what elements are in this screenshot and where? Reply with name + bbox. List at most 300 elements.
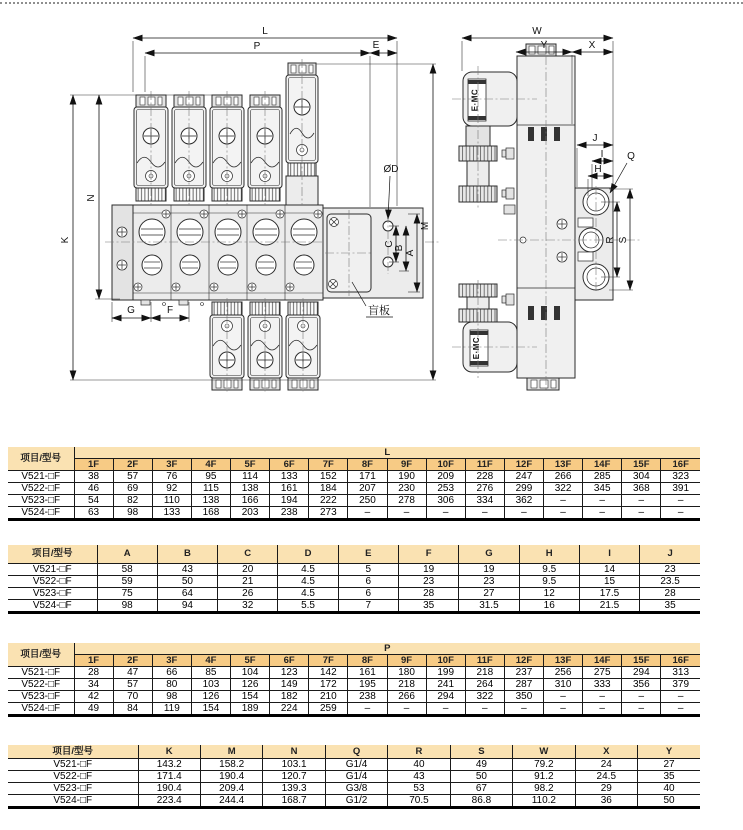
value-cell: 276 (465, 483, 504, 495)
value-cell: 195 (348, 679, 387, 691)
value-cell: 161 (270, 483, 309, 495)
model-cell: V521-□F (8, 471, 74, 483)
value-cell: 138 (191, 495, 230, 507)
value-cell: 139.3 (263, 783, 325, 795)
column-header: J (640, 545, 700, 564)
value-cell: 5 (338, 564, 398, 576)
value-cell: 199 (426, 667, 465, 679)
value-cell: 21.5 (579, 600, 639, 613)
table-row (8, 576, 700, 588)
dim-label-e: E (372, 40, 380, 51)
row-header: 项目/型号 (8, 643, 74, 667)
value-cell: 244.4 (200, 795, 262, 808)
value-cell: 190 (387, 471, 426, 483)
dim-label-p: P (253, 41, 261, 52)
value-cell: – (348, 507, 387, 520)
value-cell: 171.4 (138, 771, 200, 783)
column-header: 8F (348, 655, 387, 667)
column-header: N (263, 745, 325, 759)
model-cell: V521-□F (8, 667, 74, 679)
value-cell: 266 (544, 471, 583, 483)
column-header: 8F (348, 459, 387, 471)
column-header: 3F (152, 459, 191, 471)
dimension-table-p (8, 643, 700, 717)
value-cell: 23 (398, 576, 458, 588)
valve-unit (134, 91, 168, 205)
column-header: 5F (231, 459, 270, 471)
column-header: 14F (583, 655, 622, 667)
column-header: 3F (152, 655, 191, 667)
dim-label-h: H (594, 164, 602, 175)
dim-label-c: C (384, 240, 395, 248)
value-cell: 15 (579, 576, 639, 588)
dim-label-s: S (618, 236, 629, 244)
value-cell: 203 (231, 507, 270, 520)
value-cell: – (544, 691, 583, 703)
value-cell: – (661, 495, 700, 507)
value-cell: 218 (387, 679, 426, 691)
value-cell: 54 (74, 495, 113, 507)
value-cell: – (661, 703, 700, 716)
value-cell: – (465, 703, 504, 716)
valve-unit (248, 91, 282, 205)
value-cell: 98 (113, 507, 152, 520)
table-row (8, 600, 700, 613)
column-header: 1F (74, 459, 113, 471)
value-cell: 49 (74, 703, 113, 716)
value-cell: 310 (544, 679, 583, 691)
value-cell: 126 (231, 679, 270, 691)
valve-unit-tall (286, 59, 318, 205)
value-cell: 207 (348, 483, 387, 495)
valve-unit (210, 298, 244, 394)
value-cell: 47 (113, 667, 152, 679)
value-cell: 142 (309, 667, 348, 679)
value-cell: 4.5 (278, 576, 338, 588)
value-cell: 27 (459, 588, 519, 600)
table-row (8, 471, 700, 483)
value-cell: 323 (661, 471, 700, 483)
value-cell: 34 (74, 679, 113, 691)
value-cell: 313 (661, 667, 700, 679)
valve-unit (286, 298, 320, 394)
value-cell: 84 (113, 703, 152, 716)
value-cell: 110.2 (513, 795, 575, 808)
value-cell: 82 (113, 495, 152, 507)
value-cell: 35 (398, 600, 458, 613)
value-cell: 210 (309, 691, 348, 703)
value-cell: 168.7 (263, 795, 325, 808)
model-cell: V524-□F (8, 600, 97, 613)
value-cell: 23 (640, 564, 700, 576)
value-cell: 256 (544, 667, 583, 679)
value-cell: 50 (450, 771, 512, 783)
model-cell: V522-□F (8, 679, 74, 691)
value-cell: 149 (270, 679, 309, 691)
value-cell: 6 (338, 588, 398, 600)
value-cell: 180 (387, 667, 426, 679)
value-cell: 287 (504, 679, 543, 691)
dimension-table-k-y (8, 745, 700, 809)
value-cell: – (426, 703, 465, 716)
dim-label-diameter-d: ØD (383, 164, 399, 175)
value-cell: 75 (97, 588, 157, 600)
column-header: H (519, 545, 579, 564)
value-cell: – (622, 703, 661, 716)
column-header: 13F (544, 655, 583, 667)
table-row (8, 495, 700, 507)
value-cell: 9.5 (519, 576, 579, 588)
dim-label-w: W (532, 26, 542, 37)
value-cell: 23 (459, 576, 519, 588)
value-cell: 172 (309, 679, 348, 691)
value-cell: 6 (338, 576, 398, 588)
value-cell: 294 (622, 667, 661, 679)
column-header: 11F (465, 459, 504, 471)
value-cell: 322 (544, 483, 583, 495)
value-cell: – (504, 703, 543, 716)
value-cell: 32 (218, 600, 278, 613)
value-cell: 266 (387, 691, 426, 703)
value-cell: 69 (113, 483, 152, 495)
valve-unit (210, 91, 244, 205)
value-cell: 94 (157, 600, 217, 613)
value-cell: – (583, 691, 622, 703)
value-cell: 278 (387, 495, 426, 507)
value-cell: 53 (388, 783, 450, 795)
value-cell: – (661, 691, 700, 703)
model-cell: V522-□F (8, 771, 138, 783)
value-cell: 57 (113, 679, 152, 691)
value-cell: 119 (152, 703, 191, 716)
column-header: M (200, 745, 262, 759)
model-cell: V522-□F (8, 483, 74, 495)
value-cell: 154 (231, 691, 270, 703)
valve-units-top (134, 91, 282, 205)
value-cell: 189 (231, 703, 270, 716)
dim-label-m: M (420, 221, 431, 231)
value-cell: 57 (113, 471, 152, 483)
value-cell: 46 (74, 483, 113, 495)
value-cell: 171 (348, 471, 387, 483)
row-header: 项目/型号 (8, 745, 138, 759)
dim-label-a: A (405, 249, 416, 257)
brand-logo: E·MC (470, 88, 480, 112)
dim-label-q: Q (627, 151, 635, 162)
value-cell: 24 (575, 759, 637, 771)
value-cell: G1/4 (325, 771, 387, 783)
value-cell: 133 (270, 471, 309, 483)
table-row (8, 703, 700, 716)
value-cell: 154 (191, 703, 230, 716)
value-cell: 42 (74, 691, 113, 703)
column-header: 6F (270, 655, 309, 667)
value-cell: – (544, 507, 583, 520)
value-cell: 391 (661, 483, 700, 495)
dim-label-l: L (262, 26, 268, 37)
value-cell: 114 (231, 471, 270, 483)
model-cell: V523-□F (8, 783, 138, 795)
value-cell: 224 (270, 703, 309, 716)
value-cell: 222 (309, 495, 348, 507)
column-header: 7F (309, 655, 348, 667)
value-cell: 19 (398, 564, 458, 576)
table-row (8, 507, 700, 520)
dim-label-i: I (600, 149, 604, 160)
value-cell: 209 (426, 471, 465, 483)
column-header: 15F (622, 655, 661, 667)
column-header: 6F (270, 459, 309, 471)
column-header: I (579, 545, 639, 564)
value-cell: 79.2 (513, 759, 575, 771)
value-cell: 98 (152, 691, 191, 703)
value-cell: 5.5 (278, 600, 338, 613)
value-cell: 209.4 (200, 783, 262, 795)
value-cell: 59 (97, 576, 157, 588)
value-cell: 264 (465, 679, 504, 691)
value-cell: 50 (157, 576, 217, 588)
value-cell: 275 (583, 667, 622, 679)
value-cell: 85 (191, 667, 230, 679)
blind-plate-label: 盲板 (368, 305, 390, 317)
value-cell: 28 (74, 667, 113, 679)
value-cell: – (583, 507, 622, 520)
valve-unit (248, 298, 282, 394)
value-cell: 253 (426, 483, 465, 495)
column-header: F (398, 545, 458, 564)
value-cell: 152 (309, 471, 348, 483)
value-cell: 362 (504, 495, 543, 507)
table-row (8, 771, 700, 783)
value-cell: 294 (426, 691, 465, 703)
column-header: S (450, 745, 512, 759)
value-cell: 7 (338, 600, 398, 613)
value-cell: 299 (504, 483, 543, 495)
value-cell: 12 (519, 588, 579, 600)
value-cell: – (622, 507, 661, 520)
value-cell: 86.8 (450, 795, 512, 808)
value-cell: 126 (191, 691, 230, 703)
column-header: 15F (622, 459, 661, 471)
value-cell: 110 (152, 495, 191, 507)
value-cell: 304 (622, 471, 661, 483)
value-cell: 91.2 (513, 771, 575, 783)
column-header: 7F (309, 459, 348, 471)
value-cell: 14 (579, 564, 639, 576)
table-row (8, 783, 700, 795)
dim-label-k: K (60, 236, 71, 244)
value-cell: G3/8 (325, 783, 387, 795)
value-cell: 247 (504, 471, 543, 483)
model-cell: V524-□F (8, 703, 74, 716)
value-cell: 20 (218, 564, 278, 576)
value-cell: 70.5 (388, 795, 450, 808)
value-cell: 43 (388, 771, 450, 783)
column-header: A (97, 545, 157, 564)
column-header: 2F (113, 655, 152, 667)
column-header: Y (638, 745, 701, 759)
value-cell: 182 (270, 691, 309, 703)
column-header: 12F (504, 655, 543, 667)
value-cell: 241 (426, 679, 465, 691)
value-cell: 238 (270, 507, 309, 520)
table-row (8, 667, 700, 679)
value-cell: 95 (191, 471, 230, 483)
value-cell: 168 (191, 507, 230, 520)
dim-label-j: J (592, 133, 598, 144)
value-cell: 98.2 (513, 783, 575, 795)
table-row (8, 679, 700, 691)
column-header: B (157, 545, 217, 564)
value-cell: 259 (309, 703, 348, 716)
value-cell: 138 (231, 483, 270, 495)
value-cell: 104 (231, 667, 270, 679)
column-header: 13F (544, 459, 583, 471)
table-row (8, 588, 700, 600)
value-cell: 21 (218, 576, 278, 588)
value-cell: 98 (97, 600, 157, 613)
value-cell: 190.4 (138, 783, 200, 795)
value-cell: 92 (152, 483, 191, 495)
dim-label-b: B (394, 244, 405, 252)
front-view-drawing (60, 26, 440, 394)
value-cell: – (661, 507, 700, 520)
value-cell: 237 (504, 667, 543, 679)
brand-logo: E·MC (472, 336, 481, 360)
column-header: 5F (231, 655, 270, 667)
valve-units-bottom (210, 298, 320, 394)
model-cell: V523-□F (8, 495, 74, 507)
value-cell: G1/4 (325, 759, 387, 771)
valve-unit (172, 91, 206, 205)
value-cell: – (426, 507, 465, 520)
column-header: 11F (465, 655, 504, 667)
model-cell: V521-□F (8, 564, 97, 576)
value-cell: 379 (661, 679, 700, 691)
value-cell: 285 (583, 471, 622, 483)
value-cell: 158.2 (200, 759, 262, 771)
dimension-table-a-j (8, 545, 700, 614)
value-cell: 76 (152, 471, 191, 483)
column-header: 12F (504, 459, 543, 471)
column-header: 2F (113, 459, 152, 471)
table-row (8, 564, 700, 576)
value-cell: – (622, 691, 661, 703)
value-cell: – (348, 703, 387, 716)
model-cell: V523-□F (8, 691, 74, 703)
value-cell: 9.5 (519, 564, 579, 576)
value-cell: 161 (348, 667, 387, 679)
column-header: 14F (583, 459, 622, 471)
value-cell: 27 (638, 759, 701, 771)
value-cell: 218 (465, 667, 504, 679)
value-cell: – (465, 507, 504, 520)
value-cell: 36 (575, 795, 637, 808)
value-cell: 228 (465, 471, 504, 483)
model-cell: V523-□F (8, 588, 97, 600)
value-cell: 35 (638, 771, 701, 783)
column-header: K (138, 745, 200, 759)
value-cell: 49 (450, 759, 512, 771)
value-cell: 238 (348, 691, 387, 703)
model-cell: V524-□F (8, 795, 138, 808)
value-cell: 334 (465, 495, 504, 507)
value-cell: 368 (622, 483, 661, 495)
dim-label-g: G (127, 305, 135, 316)
value-cell: 115 (191, 483, 230, 495)
dim-label-y: Y (540, 40, 548, 51)
table-row (8, 691, 700, 703)
value-cell: 16 (519, 600, 579, 613)
value-cell: 40 (388, 759, 450, 771)
value-cell: 143.2 (138, 759, 200, 771)
value-cell: – (387, 507, 426, 520)
column-header: 9F (387, 655, 426, 667)
value-cell: 19 (459, 564, 519, 576)
value-cell: 64 (157, 588, 217, 600)
side-view-drawing (452, 26, 640, 392)
model-cell: V521-□F (8, 759, 138, 771)
dim-label-n: N (86, 194, 97, 202)
column-header: G (459, 545, 519, 564)
span-header: P (74, 643, 700, 655)
value-cell: 80 (152, 679, 191, 691)
row-header: 项目/型号 (8, 447, 74, 471)
column-header: 10F (426, 655, 465, 667)
column-header: W (513, 745, 575, 759)
dim-label-x: X (588, 40, 596, 51)
value-cell: 17.5 (579, 588, 639, 600)
table-row (8, 795, 700, 808)
value-cell: 223.4 (138, 795, 200, 808)
value-cell: 35 (640, 600, 700, 613)
column-header: 9F (387, 459, 426, 471)
row-header: 项目/型号 (8, 545, 97, 564)
value-cell: 50 (638, 795, 701, 808)
value-cell: 70 (113, 691, 152, 703)
column-header: 4F (191, 655, 230, 667)
value-cell: 4.5 (278, 588, 338, 600)
value-cell: 58 (97, 564, 157, 576)
table-row (8, 759, 700, 771)
value-cell: 333 (583, 679, 622, 691)
dimension-table-l (8, 447, 700, 521)
column-header: 1F (74, 655, 113, 667)
column-header: 10F (426, 459, 465, 471)
value-cell: 230 (387, 483, 426, 495)
value-cell: – (387, 703, 426, 716)
value-cell: 43 (157, 564, 217, 576)
value-cell: 23.5 (640, 576, 700, 588)
table-row (8, 483, 700, 495)
value-cell: 66 (152, 667, 191, 679)
value-cell: – (544, 703, 583, 716)
value-cell: 28 (640, 588, 700, 600)
value-cell: 306 (426, 495, 465, 507)
value-cell: 184 (309, 483, 348, 495)
column-header: E (338, 545, 398, 564)
value-cell: 4.5 (278, 564, 338, 576)
value-cell: 120.7 (263, 771, 325, 783)
value-cell: 63 (74, 507, 113, 520)
value-cell: – (622, 495, 661, 507)
column-header: 4F (191, 459, 230, 471)
value-cell: 28 (398, 588, 458, 600)
value-cell: 166 (231, 495, 270, 507)
value-cell: – (504, 507, 543, 520)
value-cell: 345 (583, 483, 622, 495)
value-cell: 250 (348, 495, 387, 507)
